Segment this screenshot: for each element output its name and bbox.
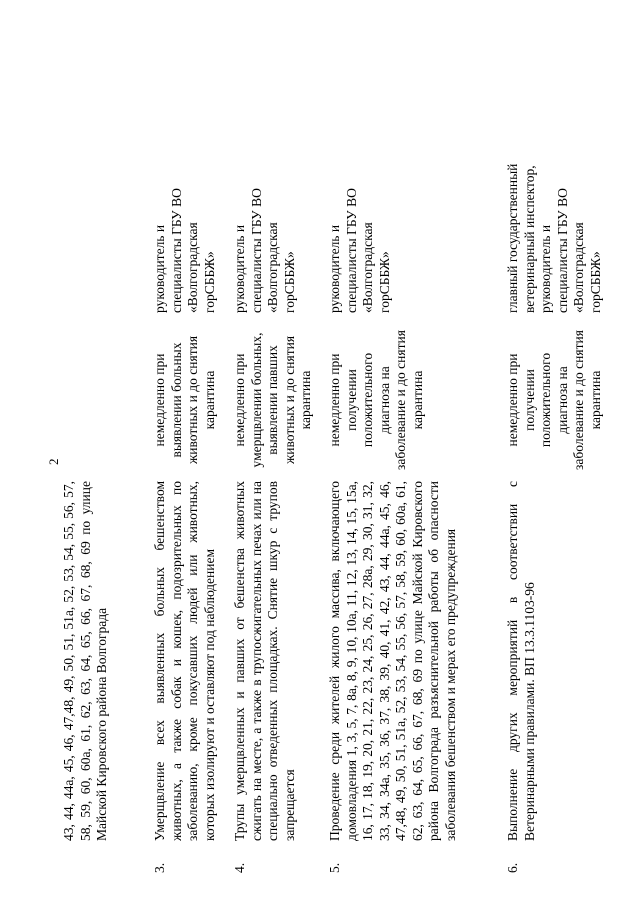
- row-number: 4.: [232, 862, 247, 873]
- row-responsible: руководитель и специалисты ГБУ ВО «Волгоградская горСББЖ»: [152, 188, 217, 313]
- row-deadline: немедленно при выявлении больных животных и до снятия карантина: [152, 335, 217, 465]
- row-deadline: немедленно при умерщвлении больных, выявлении павших животных и до снятия карантина: [232, 332, 313, 468]
- row-deadline: немедленно при получении положительного диагноза на заболевание и до снятия карантина: [327, 330, 425, 470]
- continued-addresses: 43, 44, 44а, 45, 46, 47,48, 49, 50, 51, 51а, 52, 53, 54, 55, 56, 57, 58, 59, 60, 60а, 61, 62, 63, 64, 65, 66, 67, 68, 69 по улице Майской Кировского района Волгограда: [61, 481, 109, 841]
- row-measure: Умерщвление всех выявленных больных бешенством животных, а также собак и кошек, подозрительных по заболеванию, кроме покусавших людей или животных, которых изолируют и оставляют под наблюдением: [152, 481, 217, 841]
- row-number: 6.: [505, 862, 520, 873]
- row-number: 3.: [152, 862, 167, 873]
- row-deadline: немедленно при получении положительного диагноза на заболевание и до снятия карантина: [505, 330, 603, 470]
- row-responsible: главный государственный ветеринарный инспектор, руководитель и специалисты ГБУ ВО «Волгоградская горСББЖ»: [505, 163, 603, 313]
- row-number: 5.: [327, 862, 342, 873]
- row-measure: Выполнение других мероприятий в соответствии с Ветеринарными правилами. ВП 13.3.1103-96: [505, 481, 537, 841]
- row-responsible: руководитель и специалисты ГБУ ВО «Волгоградская горСББЖ»: [232, 188, 297, 313]
- row-measure: Трупы умерщвленных и павших от бешенства животных сжигать на месте, а также в трупосжигательных печах или на специально отведенных площадках. Снятие шкур с трупов запрещается: [232, 481, 297, 841]
- page-number: 2: [46, 458, 61, 465]
- row-responsible: руководитель и специалисты ГБУ ВО «Волгоградская горСББЖ»: [327, 188, 392, 313]
- row-measure: Проведение среди жителей жилого массива, включающего домовладения 1, 3, 5, 7, 8а, 8, 9, 10, 10а, 11, 12, 13, 14, 15, 15а, 16, 17, 18, 19, 20, 21, 22, 23, 24, 25, 26, 27, 28а, 29, 30, 31, 32, 33, 34, 34а, 35, 36, 37, 38, 39, 40, 41, 42, 43, 44, 44а, 45, 46, 47,48, 49, 50, 51, 51а, 52, 53, 54, 55, 56, 57, 58, 59, 60, 60а, 61, 62, 63, 64, 65, 66, 67, 68, 69 по улице Майской Кировского района Волгограда разъяснительной работы об опасности заболевания бешенством и мерах его предупреждения: [327, 481, 458, 841]
